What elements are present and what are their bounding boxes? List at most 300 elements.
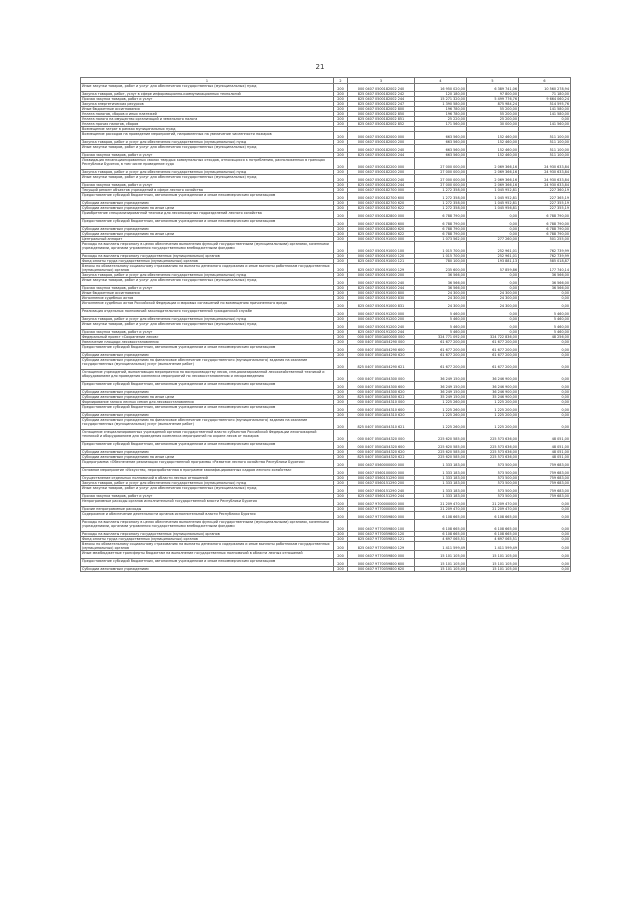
cell-budget-classification-code: 000 0407 0500191000 100 xyxy=(348,242,415,254)
cell-name: Непрограммные расходы органов исполнительной государственной власти Республики Бурятия xyxy=(81,499,334,507)
table-row xyxy=(81,559,571,567)
cell-approved-appropriations: 1 225 260,00 xyxy=(415,413,467,418)
cell-unexecuted: 0,00 xyxy=(519,340,571,345)
cell-name: Прочая закупка товаров, работ и услуг xyxy=(81,153,334,158)
cell-approved-appropriations: 36 249 150,00 xyxy=(415,390,467,395)
cell-name: Прочая закупка товаров, работ и услуг xyxy=(81,286,334,291)
cell-line-code: 200 xyxy=(334,117,348,122)
cell-name: Субсидии автономным учреждениям xyxy=(81,450,334,455)
cell-unexecuted: 759 683,00 xyxy=(519,494,571,499)
cell-name: Прочие непрограммные расходы xyxy=(81,507,334,512)
cell-budget-classification-code: 000 0407 0500191000 800 xyxy=(348,291,415,296)
table-row xyxy=(81,520,571,532)
cell-line-code: 200 xyxy=(334,301,348,309)
cell-line-code: 200 xyxy=(334,170,348,175)
cell-name: Фонд оплаты труда государственных (муниципальных) органов xyxy=(81,537,334,542)
cell-name: Закупка энергетических ресурсов xyxy=(81,102,334,107)
cell-budget-classification-code: 000 0407 0500191200 200 xyxy=(348,317,415,322)
cell-unexecuted: 0,00 xyxy=(519,291,571,296)
cell-line-code: 200 xyxy=(334,542,348,551)
cell-line-code: 200 xyxy=(334,145,348,153)
cell-budget-classification-code: 825 0407 0500182002 247 xyxy=(348,102,415,107)
cell-name: Закупка товаров, работ, услуг в сфере информационно-коммуникационных технологий xyxy=(81,92,334,97)
cell-budget-classification-code: 000 0407 050GA54300 600 xyxy=(348,382,415,390)
cell-budget-classification-code: 000 0407 0500182700 600 xyxy=(348,193,415,201)
cell-line-code: 200 xyxy=(334,107,348,112)
cell-name: Уплата прочих налогов, сборов xyxy=(81,122,334,127)
cell-budget-classification-code: 000 0407 0500182000 000 xyxy=(348,132,415,140)
cell-approved-appropriations: 36 566,00 xyxy=(415,278,467,286)
cell-line-code: 200 xyxy=(334,273,348,278)
cell-executed: 25 200,00 xyxy=(467,117,519,122)
cell-approved-appropriations: 4 697 065,51 xyxy=(415,537,467,542)
cell-line-code: 200 xyxy=(334,158,348,170)
cell-budget-classification-code: 825 0407 0500191000 121 xyxy=(348,259,415,264)
table-row xyxy=(81,211,571,219)
cell-name: Уплата налогов, сборов и иных платежей xyxy=(81,112,334,117)
cell-line-code: 200 xyxy=(334,468,348,476)
cell-executed: 5 499 776,76 xyxy=(467,97,519,102)
cell-budget-classification-code: 000 0407 0500182800 620 xyxy=(348,227,415,232)
table-row xyxy=(81,309,571,317)
cell-unexecuted: 0,00 xyxy=(519,296,571,301)
cell-line-code: 200 xyxy=(334,494,348,499)
cell-line-code: 200 xyxy=(334,188,348,193)
cell-unexecuted: 0,00 xyxy=(519,117,571,122)
cell-approved-appropriations: 61 677 200,00 xyxy=(415,353,467,358)
cell-budget-classification-code: 000 0407 0500191000 000 xyxy=(348,237,415,242)
cell-name: Иные закупки товаров, работ и услуг для обеспечения государственных (муниципальных) нужд xyxy=(81,322,334,330)
cell-approved-appropriations: 196 780,00 xyxy=(415,112,467,117)
cell-line-code: 200 xyxy=(334,330,348,335)
cell-budget-classification-code: 000 0407 9770059800 120 xyxy=(348,532,415,537)
cell-executed: 2 069 366,16 xyxy=(467,183,519,188)
cell-budget-classification-code: 000 0407 0500191000 120 xyxy=(348,254,415,259)
cell-unexecuted: 585 018,87 xyxy=(519,259,571,264)
cell-line-code: 200 xyxy=(334,370,348,382)
cell-unexecuted: 36 566,00 xyxy=(519,273,571,278)
cell-executed: 573 500,00 xyxy=(467,494,519,499)
table-row xyxy=(81,301,571,309)
cell-executed: 57 859,86 xyxy=(467,264,519,273)
cell-budget-classification-code: 825 0407 0500182002 244 xyxy=(348,97,415,102)
table-row xyxy=(81,551,571,559)
cell-line-code: 200 xyxy=(334,382,348,390)
cell-budget-classification-code: 000 0407 9770059800 000 xyxy=(348,512,415,520)
cell-name: Подпрограмма «Обеспечение реализации государственной программы «Развитие лесного хозяйства Республики Бурятия» xyxy=(81,460,334,468)
cell-budget-classification-code: 000 0407 0500182002 800 xyxy=(348,107,415,112)
cell-budget-classification-code: 825 0407 0500182000 244 xyxy=(348,153,415,158)
cell-unexecuted: 0,00 xyxy=(519,395,571,400)
cell-line-code: 200 xyxy=(334,345,348,353)
cell-name: Прочая закупка товаров, работ и услуг xyxy=(81,494,334,499)
cell-line-code: 200 xyxy=(334,340,348,345)
cell-unexecuted: 511 100,00 xyxy=(519,153,571,158)
cell-name: Субсидии автономным учреждениям xyxy=(81,567,334,572)
cell-line-code: 200 xyxy=(334,455,348,460)
cell-budget-classification-code: 825 0407 0500191200 244 xyxy=(348,330,415,335)
cell-name: Реализация отдельных полномочий законодательного государственной гражданской службе xyxy=(81,309,334,317)
cell-executed: 15 101 105,00 xyxy=(467,559,519,567)
cell-approved-appropriations: 1 073 562,00 xyxy=(415,237,467,242)
cell-name: Иные закупки товаров, работ и услуг для обеспечения государственных (муниципальных) нужд xyxy=(81,84,334,92)
cell-budget-classification-code: 000 0407 0500182200 200 xyxy=(348,170,415,175)
cell-approved-appropriations: 15 101 105,00 xyxy=(415,551,467,559)
table-row xyxy=(81,322,571,330)
table-row xyxy=(81,567,571,572)
cell-name: Предоставление субсидий бюджетным, автономным учреждениям и иным некоммерческим организациям xyxy=(81,193,334,201)
cell-budget-classification-code: 000 0407 0500182800 600 xyxy=(348,219,415,227)
cell-budget-classification-code: 000 0407 050GA54290 600 xyxy=(348,345,415,353)
budget-execution-table xyxy=(80,77,571,572)
cell-budget-classification-code: 000 0407 9770059800 000 xyxy=(348,551,415,559)
cell-approved-appropriations: 1 333 183,00 xyxy=(415,486,467,494)
cell-executed: 2 069 366,16 xyxy=(467,158,519,170)
cell-executed: 225 573 636,00 xyxy=(467,430,519,442)
cell-executed: 1 411 599,49 xyxy=(467,542,519,551)
cell-executed: 0,00 xyxy=(467,317,519,322)
cell-line-code: 200 xyxy=(334,481,348,486)
cell-budget-classification-code: 000 0407 050GA54310 600 xyxy=(348,405,415,413)
cell-budget-classification-code: 000 0407 9770059800 600 xyxy=(348,559,415,567)
table-row xyxy=(81,430,571,442)
cell-approved-appropriations: 663 560,00 xyxy=(415,145,467,153)
cell-budget-classification-code: 825 0407 0500182700 622 xyxy=(348,206,415,211)
cell-line-code: 200 xyxy=(334,395,348,400)
cell-name: Предоставление субсидий бюджетным, автономным учреждениям и иным некоммерческим организациям xyxy=(81,382,334,390)
cell-executed: 6 389 741,06 xyxy=(467,84,519,92)
cell-name: Федеральный проект «Сохранение лесов» xyxy=(81,335,334,340)
cell-line-code: 200 xyxy=(334,400,348,405)
cell-executed: 61 677 200,00 xyxy=(467,353,519,358)
cell-line-code: 200 xyxy=(334,219,348,227)
cell-unexecuted: 9 664 060,24 xyxy=(519,97,571,102)
cell-unexecuted: 511 100,00 xyxy=(519,145,571,153)
cell-name: Иные закупки товаров, работ и услуг для обеспечения государственных (муниципальных) нужд xyxy=(81,145,334,153)
cell-name: Закупка товаров, работ и услуг для обеспечения государственных (муниципальных) нужд xyxy=(81,170,334,175)
cell-executed: 1 225 200,00 xyxy=(467,405,519,413)
cell-executed: 36 246 900,00 xyxy=(467,382,519,390)
cell-name: Субсидии автономным учреждениям на финансовое обеспечение государственного (муниципального) задания на оказание государственных (муниципальных) услуг (выполнение работ) xyxy=(81,418,334,430)
cell-line-code: 200 xyxy=(334,559,348,567)
cell-line-code: 200 xyxy=(334,232,348,237)
cell-line-code: 200 xyxy=(334,193,348,201)
cell-executed: 875 984,24 xyxy=(467,102,519,107)
cell-unexecuted: 759 683,00 xyxy=(519,460,571,468)
cell-budget-classification-code: 000 0407 0500191200 000 xyxy=(348,309,415,317)
cell-name: Взносы по обязательному социальному страхованию на выплаты денежного содержания и иные выплаты работникам государственных (муниципальных) органов xyxy=(81,542,334,551)
cell-unexecuted: 5 460,00 xyxy=(519,317,571,322)
cell-unexecuted: 5 460,00 xyxy=(519,330,571,335)
cell-unexecuted: 48 051,00 xyxy=(519,455,571,460)
table-row xyxy=(81,486,571,494)
column-header-budget-classification-code: 3 xyxy=(348,78,415,84)
cell-approved-appropriations: 1 390 580,00 xyxy=(415,102,467,107)
cell-budget-classification-code: 000 0407 050GA54320 620 xyxy=(348,450,415,455)
cell-executed: 24 300,00 xyxy=(467,296,519,301)
cell-unexecuted: 501 255,00 xyxy=(519,237,571,242)
cell-executed: 1 045 952,81 xyxy=(467,193,519,201)
cell-unexecuted: 0,00 xyxy=(519,400,571,405)
cell-approved-appropriations: 27 000 000,00 xyxy=(415,175,467,183)
page-number: 21 xyxy=(315,63,325,71)
cell-unexecuted: 0,00 xyxy=(519,413,571,418)
cell-executed: 0,00 xyxy=(467,286,519,291)
cell-budget-classification-code: 000 0407 0500182000 240 xyxy=(348,145,415,153)
cell-name: Центральный аппарат xyxy=(81,237,334,242)
cell-executed: 573 500,00 xyxy=(467,476,519,481)
cell-approved-appropriations: 1 333 183,00 xyxy=(415,481,467,486)
cell-approved-appropriations: 16 950 020,00 xyxy=(415,84,467,92)
cell-approved-appropriations: 24 300,00 xyxy=(415,291,467,296)
cell-executed: 6 108 665,00 xyxy=(467,520,519,532)
cell-unexecuted: 759 683,00 xyxy=(519,476,571,481)
cell-budget-classification-code: 000 0407 9770000000 000 xyxy=(348,507,415,512)
cell-approved-appropriations: 1 272 358,00 xyxy=(415,193,467,201)
cell-approved-appropriations: 36 249 150,00 xyxy=(415,382,467,390)
cell-name: Предоставление субсидий бюджетным, автономным учреждениям и иным некоммерческим организациям xyxy=(81,442,334,450)
cell-line-code: 200 xyxy=(334,175,348,183)
cell-unexecuted: 6 788 790,00 xyxy=(519,227,571,232)
table-row xyxy=(81,358,571,370)
cell-approved-appropriations: 1 411 599,49 xyxy=(415,542,467,551)
cell-name: Субсидии автономным учреждениям на иные цели xyxy=(81,206,334,211)
cell-unexecuted: 514 595,76 xyxy=(519,102,571,107)
cell-budget-classification-code: 825 0407 0500191000 129 xyxy=(348,264,415,273)
cell-name: Субсидии автономным учреждениям xyxy=(81,390,334,395)
cell-approved-appropriations: 171 560,00 xyxy=(415,122,467,127)
cell-budget-classification-code: 000 0407 0560151290 240 xyxy=(348,486,415,494)
cell-budget-classification-code: 000 0407 0500191000 830 xyxy=(348,296,415,301)
cell-line-code: 200 xyxy=(334,486,348,494)
cell-unexecuted: 6 788 790,00 xyxy=(519,232,571,237)
cell-unexecuted: 0,00 xyxy=(519,358,571,370)
cell-approved-appropriations: 663 560,00 xyxy=(415,132,467,140)
cell-budget-classification-code: 000 0407 0500182700 620 xyxy=(348,201,415,206)
cell-budget-classification-code: 000 0407 0500182002 240 xyxy=(348,84,415,92)
cell-budget-classification-code: 000 0407 050GA54290 000 xyxy=(348,340,415,345)
cell-budget-classification-code: 000 0407 0500182002 850 xyxy=(348,112,415,117)
cell-approved-appropriations: 36 566,00 xyxy=(415,273,467,278)
cell-budget-classification-code: 000 0407 0500182200 240 xyxy=(348,175,415,183)
column-header-unexecuted: 6 xyxy=(519,78,571,84)
cell-approved-appropriations: 225 620 585,00 xyxy=(415,455,467,460)
cell-unexecuted: 227 360,19 xyxy=(519,188,571,193)
cell-approved-appropriations: 1 272 358,00 xyxy=(415,188,467,193)
cell-budget-classification-code: 825 0407 0500182002 851 xyxy=(348,117,415,122)
cell-name: Субсидии автономным учреждениям xyxy=(81,201,334,206)
cell-approved-appropriations: 6 788 790,00 xyxy=(415,219,467,227)
cell-executed: 152 460,00 xyxy=(467,140,519,145)
cell-name: Формирование запаса лесных семян для лесовосстановления xyxy=(81,400,334,405)
cell-budget-classification-code: 000 0407 050GA54320 600 xyxy=(348,442,415,450)
cell-unexecuted: 36 566,00 xyxy=(519,278,571,286)
cell-line-code: 200 xyxy=(334,291,348,296)
cell-budget-classification-code: 000 0407 0560000000 000 xyxy=(348,460,415,468)
cell-budget-classification-code: 000 0407 0500182700 000 xyxy=(348,188,415,193)
table-row xyxy=(81,242,571,254)
table-row xyxy=(81,512,571,520)
cell-line-code: 200 xyxy=(334,102,348,107)
cell-executed: 152 460,00 xyxy=(467,145,519,153)
cell-line-code: 200 xyxy=(334,153,348,158)
cell-line-code: 200 xyxy=(334,442,348,450)
cell-line-code: 200 xyxy=(334,132,348,140)
cell-unexecuted: 0,00 xyxy=(519,567,571,572)
cell-executed: 35 246 900,00 xyxy=(467,395,519,400)
cell-budget-classification-code: 000 0407 0560151290 200 xyxy=(348,481,415,486)
budget-execution-table-container xyxy=(80,77,570,572)
cell-approved-appropriations: 196 780,00 xyxy=(415,107,467,112)
cell-approved-appropriations: 1 225 260,00 xyxy=(415,400,467,405)
cell-line-code: 200 xyxy=(334,122,348,127)
cell-name: Прочая закупка товаров, работ и услуг xyxy=(81,97,334,102)
cell-approved-appropriations: 6 108 665,00 xyxy=(415,532,467,537)
cell-line-code: 200 xyxy=(334,201,348,206)
cell-budget-classification-code: 000 0407 050GA00000 000 xyxy=(348,335,415,340)
table-row xyxy=(81,278,571,286)
cell-line-code: 200 xyxy=(334,532,348,537)
cell-line-code: 200 xyxy=(334,92,348,97)
cell-line-code: 200 xyxy=(334,286,348,291)
cell-approved-appropriations: 15 101 105,00 xyxy=(415,559,467,567)
cell-executed: 55 200,00 xyxy=(467,112,519,117)
cell-executed: 55 200,00 xyxy=(467,107,519,112)
cell-name: Субсидии автономным учреждениям xyxy=(81,413,334,418)
cell-budget-classification-code: 000 0407 9770059800 100 xyxy=(348,520,415,532)
table-row xyxy=(81,264,571,273)
cell-name: Иные закупки товаров, работ и услуг для обеспечения государственных (муниципальных) нужд xyxy=(81,486,334,494)
cell-line-code: 200 xyxy=(334,259,348,264)
cell-executed: 252 961,01 xyxy=(467,242,519,254)
cell-executed: 0,00 xyxy=(467,273,519,278)
cell-name: Уплата налога на имущество организаций и земельного налога xyxy=(81,117,334,122)
cell-approved-appropriations: 61 677 200,00 xyxy=(415,345,467,353)
cell-approved-appropriations: 27 000 000,00 xyxy=(415,183,467,188)
cell-approved-appropriations: 36 249 150,00 xyxy=(415,370,467,382)
cell-approved-appropriations: 6 788 790,00 xyxy=(415,211,467,219)
cell-executed: 225 573 636,00 xyxy=(467,442,519,450)
cell-approved-appropriations: 1 333 183,00 xyxy=(415,468,467,476)
cell-approved-appropriations: 1 015 700,00 xyxy=(415,242,467,254)
cell-approved-appropriations: 225 620 585,00 xyxy=(415,442,467,450)
cell-unexecuted: 0,00 xyxy=(519,301,571,309)
cell-executed: 225 573 636,00 xyxy=(467,450,519,455)
cell-name: Расходы на выплаты персоналу в целях обеспечения выполнения функций государственными (муниципальными) органами, казенными учреждениями, органами управления государственными внебюджетными фондами xyxy=(81,242,334,254)
cell-line-code: 200 xyxy=(334,97,348,102)
cell-name: Текущий ремонт объектов учреждений в сфере лесного хозяйства xyxy=(81,188,334,193)
cell-executed: 30 000,00 xyxy=(467,122,519,127)
column-header-line-code: 2 xyxy=(334,78,348,84)
cell-unexecuted: 10 560 278,94 xyxy=(519,84,571,92)
cell-executed: 0,00 xyxy=(467,322,519,330)
cell-unexecuted: 0,00 xyxy=(519,499,571,507)
cell-executed: 15 101 105,00 xyxy=(467,567,519,572)
column-header-name: 1 xyxy=(81,78,334,84)
cell-name: Иные бюджетные ассигнования xyxy=(81,291,334,296)
cell-name: Прочая закупка товаров, работ и услуг xyxy=(81,183,334,188)
cell-approved-appropriations: 24 300,00 xyxy=(415,301,467,309)
table-row xyxy=(81,405,571,413)
cell-executed: 21 209 470,00 xyxy=(467,507,519,512)
cell-line-code: 200 xyxy=(334,140,348,145)
cell-budget-classification-code: 825 0407 0500182002 852 xyxy=(348,122,415,127)
cell-approved-appropriations: 21 209 470,00 xyxy=(415,507,467,512)
cell-executed: 0,00 xyxy=(467,227,519,232)
column-header-approved-appropriations: 4 xyxy=(415,78,467,84)
cell-name: Расходы на выплаты персоналу государственных (муниципальных) органов xyxy=(81,254,334,259)
cell-executed: 1 045 952,81 xyxy=(467,201,519,206)
cell-approved-appropriations: 5 460,00 xyxy=(415,330,467,335)
cell-approved-appropriations: 663 560,00 xyxy=(415,153,467,158)
cell-approved-appropriations: 27 000 000,00 xyxy=(415,170,467,175)
cell-unexecuted: 177 740,14 xyxy=(519,264,571,273)
cell-executed: 15 101 105,00 xyxy=(467,551,519,559)
cell-budget-classification-code: 000 0407 0500191200 240 xyxy=(348,322,415,330)
cell-unexecuted: 24 930 633,84 xyxy=(519,170,571,175)
cell-approved-appropriations: 324 771 092,00 xyxy=(415,335,467,340)
cell-line-code: 200 xyxy=(334,358,348,370)
cell-line-code: 200 xyxy=(334,242,348,254)
cell-unexecuted: 6 788 790,00 xyxy=(519,219,571,227)
cell-name: Предоставление субсидий бюджетным, автономным учреждениям и иным некоммерческим организациям xyxy=(81,559,334,567)
cell-budget-classification-code: 000 0407 050GA54300 000 xyxy=(348,370,415,382)
cell-name: Содержание и обеспечение деятельности органов исполнительной власти Республики Бурятия xyxy=(81,512,334,520)
cell-line-code: 200 xyxy=(334,112,348,117)
cell-executed: 152 460,00 xyxy=(467,132,519,140)
cell-approved-appropriations: 780 100,00 xyxy=(415,259,467,264)
cell-line-code: 200 xyxy=(334,322,348,330)
cell-approved-appropriations: 6 108 665,00 xyxy=(415,520,467,532)
cell-approved-appropriations: 225 620 585,00 xyxy=(415,430,467,442)
cell-budget-classification-code: 825 0407 050GA54310 621 xyxy=(348,418,415,430)
cell-line-code: 200 xyxy=(334,237,348,242)
cell-unexecuted: 227 355,19 xyxy=(519,206,571,211)
cell-approved-appropriations: 35 249 150,00 xyxy=(415,395,467,400)
cell-approved-appropriations: 1 272 358,00 xyxy=(415,206,467,211)
cell-line-code: 200 xyxy=(334,567,348,572)
cell-name: Иные бюджетные ассигнования xyxy=(81,107,334,112)
cell-name: Осуществление отдельных полномочий в области лесных отношений xyxy=(81,476,334,481)
cell-line-code: 200 xyxy=(334,227,348,232)
cell-unexecuted: 24 930 633,84 xyxy=(519,175,571,183)
cell-name: Закупка товаров, работ и услуг для обеспечения государственных (муниципальных) нужд xyxy=(81,273,334,278)
cell-unexecuted: 0,00 xyxy=(519,537,571,542)
cell-executed: 6 108 665,00 xyxy=(467,532,519,537)
cell-approved-appropriations: 1 333 183,00 xyxy=(415,476,467,481)
cell-line-code: 200 xyxy=(334,520,348,532)
table-row xyxy=(81,382,571,390)
cell-unexecuted: 141 580,00 xyxy=(519,107,571,112)
cell-unexecuted: 48 051,00 xyxy=(519,430,571,442)
cell-approved-appropriations: 5 460,00 xyxy=(415,317,467,322)
cell-executed: 0,00 xyxy=(467,211,519,219)
cell-executed: 1 045 956,81 xyxy=(467,206,519,211)
cell-approved-appropriations: 61 677 200,00 xyxy=(415,340,467,345)
cell-name: Расходы на выплаты персоналу в целях обеспечения выполнения функций государственными (муниципальными) органами, казенными учреждениями, органами управления государственными внебюджетными фондами xyxy=(81,520,334,532)
table-row xyxy=(81,370,571,382)
cell-executed: 61 677 200,00 xyxy=(467,340,519,345)
cell-executed: 225 573 636,00 xyxy=(467,455,519,460)
cell-unexecuted: 759 683,00 xyxy=(519,468,571,476)
cell-budget-classification-code: 000 0407 0500191000 240 xyxy=(348,278,415,286)
cell-executed: 573 500,00 xyxy=(467,486,519,494)
cell-executed: 0,00 xyxy=(467,278,519,286)
cell-budget-classification-code: 000 0407 050GA54310 620 xyxy=(348,413,415,418)
cell-unexecuted: 0,00 xyxy=(519,345,571,353)
cell-budget-classification-code: 825 0407 0500182800 622 xyxy=(348,232,415,237)
cell-name: Прочая закупка товаров, работ и услуг xyxy=(81,330,334,335)
